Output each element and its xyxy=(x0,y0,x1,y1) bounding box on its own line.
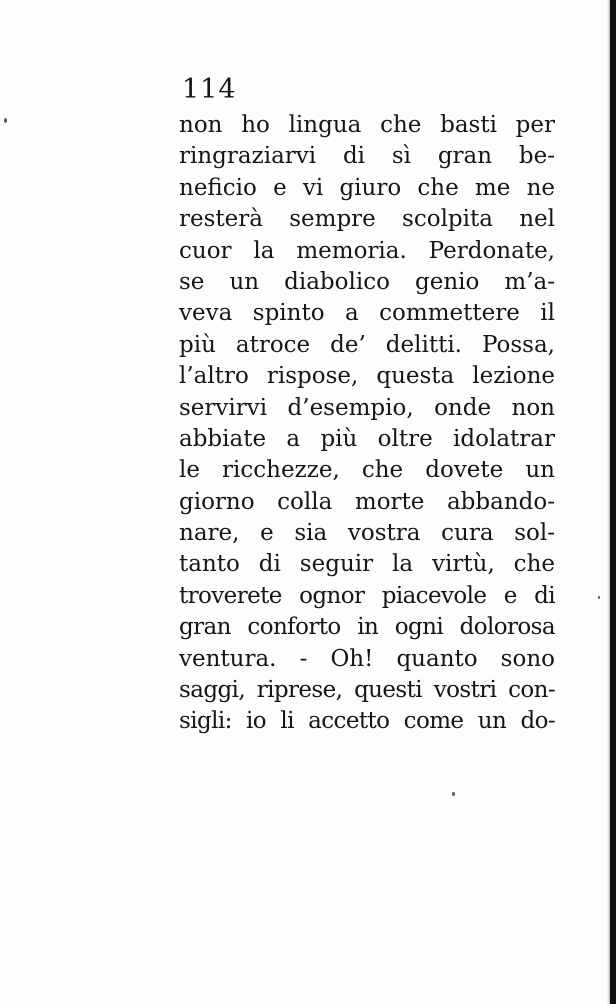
paper-speck xyxy=(452,792,455,796)
text-line: ventura. - Oh! quanto sono xyxy=(179,645,555,672)
paper-speck xyxy=(4,118,7,123)
page-number: 114 xyxy=(182,74,237,105)
body-text xyxy=(179,110,555,738)
text-line: le ricchezze, che dovete un xyxy=(179,457,555,484)
page-edge xyxy=(610,0,616,1004)
paper-speck xyxy=(598,596,600,599)
text-line: neficio e vi giuro che me ne xyxy=(179,174,555,201)
text-line: l’altro rispose, questa lezione xyxy=(179,363,555,390)
text-line: servirvi d’esempio, onde non xyxy=(179,394,555,421)
text-line: resterà sempre scolpita nel xyxy=(179,206,555,233)
text-line: ringraziarvi di sì gran be- xyxy=(179,143,555,170)
text-line: tanto di seguir la virtù, che xyxy=(179,551,555,578)
text-line: se un diabolico genio m’a- xyxy=(179,268,555,295)
text-line: troverete ognor piacevole e di xyxy=(179,582,555,609)
text-line: veva spinto a commettere il xyxy=(179,300,555,327)
text-line: saggi, riprese, questi vostri con- xyxy=(179,677,555,704)
text-line: non ho lingua che basti per xyxy=(179,112,555,138)
text-line: gran conforto in ogni dolorosa xyxy=(179,614,555,641)
text-line: più atroce de’ delitti. Possa, xyxy=(179,331,555,358)
text-line: sigli: io li accetto come un do- xyxy=(179,708,555,735)
text-line: giorno colla morte abbando- xyxy=(179,488,555,515)
text-line: cuor la memoria. Perdonate, xyxy=(179,237,555,264)
text-line: abbiate a più oltre idolatrar xyxy=(179,425,555,452)
text-line: nare, e sia vostra cura sol- xyxy=(179,520,555,547)
